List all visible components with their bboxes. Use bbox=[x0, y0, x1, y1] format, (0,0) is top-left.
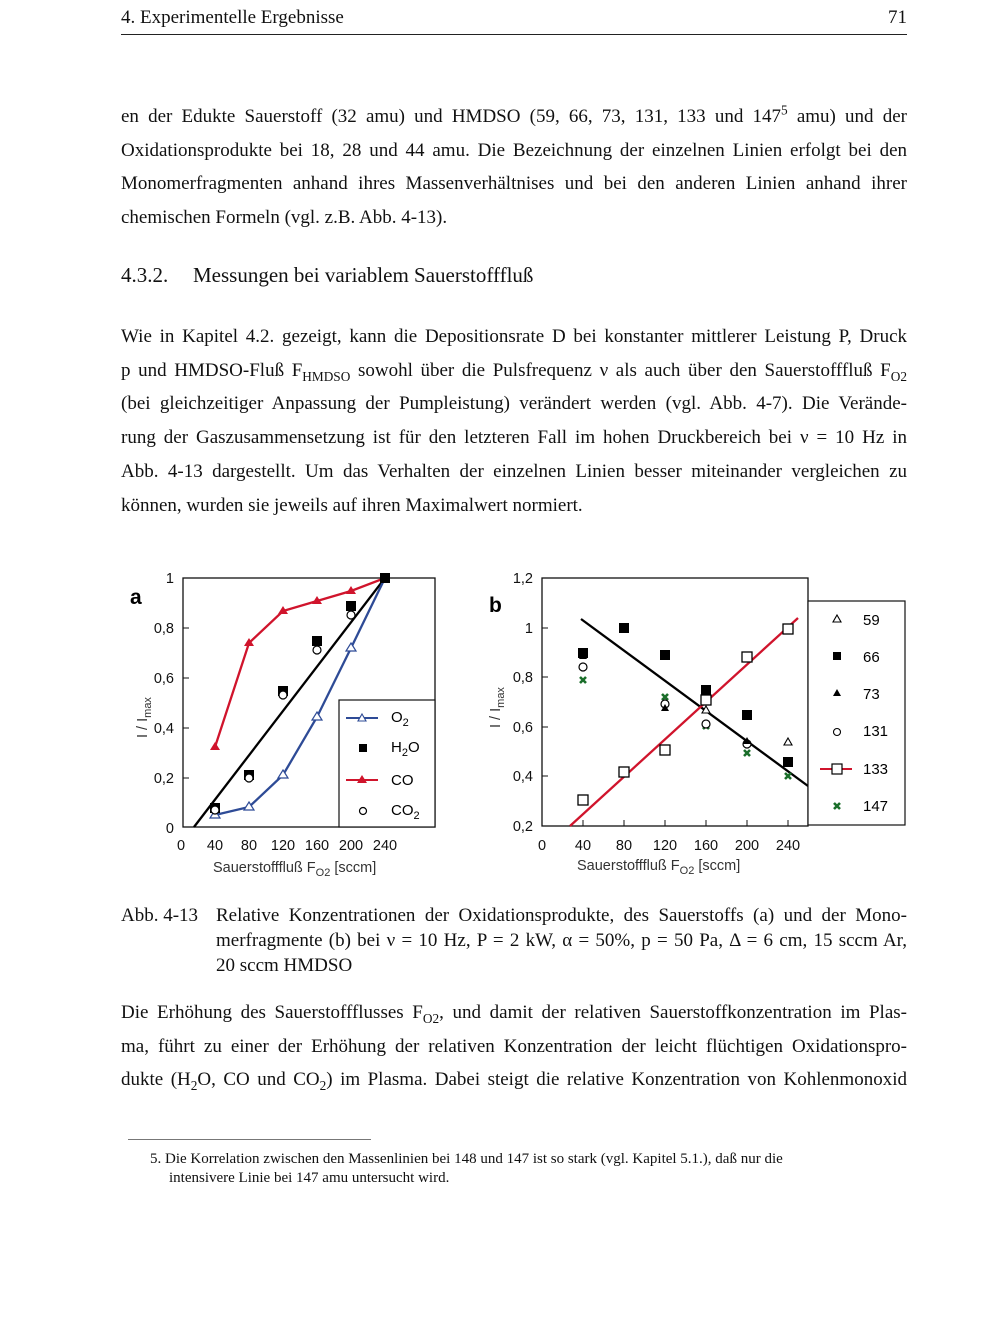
series-co-markers bbox=[210, 586, 356, 750]
svg-text:120: 120 bbox=[652, 838, 678, 854]
text-line: Die Erhöhung des Sauerstoffflusses $F_{O2}$, und damit der relativen Sauerstoffkonzentration im Plas- bbox=[121, 1002, 907, 1026]
legend-a bbox=[339, 700, 435, 827]
caption-label: Abb. 4-13 bbox=[121, 905, 199, 926]
x-axis-label-b: Sauerstofffluß $F_{O2}$ [sccm] bbox=[577, 858, 741, 877]
legend-73-label: 73 bbox=[863, 686, 880, 703]
legend-131-label: 131 bbox=[863, 723, 889, 740]
fit-line-decreasing bbox=[581, 619, 808, 786]
svg-text:200: 200 bbox=[734, 838, 760, 854]
svg-text:40: 40 bbox=[206, 838, 224, 854]
x-ticks-a bbox=[177, 838, 397, 854]
svg-text:0,8: 0,8 bbox=[512, 670, 533, 686]
chart-b bbox=[488, 571, 905, 877]
text-line: (bei gleichzeitiger Anpassung der Pumpleistung) verändert werden (vgl. Abb. 4-7). Die Verände- bbox=[121, 393, 907, 415]
legend-59-label: 59 bbox=[863, 612, 880, 629]
legend-b bbox=[808, 601, 905, 825]
series-147-markers bbox=[580, 677, 791, 779]
y-tick-marks-a bbox=[183, 628, 189, 778]
x-tick-marks-b bbox=[583, 820, 788, 826]
svg-text:0,6: 0,6 bbox=[153, 671, 174, 687]
svg-text:240: 240 bbox=[775, 838, 801, 854]
svg-text:0,2: 0,2 bbox=[153, 771, 174, 787]
svg-text:1,2: 1,2 bbox=[512, 571, 533, 587]
text-line: Monomerfragmenten anhand ihres Massenverhältnises und bei den anderen Linien anhand ihrer bbox=[121, 173, 907, 195]
x-ticks-b bbox=[538, 838, 800, 854]
svg-text:1: 1 bbox=[524, 621, 533, 637]
text-line: en der Edukte Sauerstoff (32 amu) und HMDSO (59, 66, 73, 131, 133 und $147^5$ amu) und der bbox=[121, 102, 907, 127]
series-o2-markers bbox=[210, 643, 356, 818]
svg-text:40: 40 bbox=[574, 838, 592, 854]
text-line: können, wurden sie jeweils auf ihren Maximalwert normiert. bbox=[121, 494, 583, 516]
svg-text:1: 1 bbox=[165, 571, 174, 587]
legend-133-label: 133 bbox=[863, 761, 889, 778]
footnote-marker: 5 bbox=[781, 102, 788, 118]
svg-text:0,6: 0,6 bbox=[512, 720, 533, 736]
legend-co-label: CO bbox=[391, 772, 414, 789]
x-axis-label-a: Sauerstofffluß $F_{O2}$ [sccm] bbox=[213, 860, 377, 879]
text-line: p und HMDSO-Fluß $F_{HMDSO}$ sowohl über die Pulsfrequenz ν als auch über den Sauerstofffluß $F_{O2}$ bbox=[121, 359, 907, 384]
chapter-title: 4. Experimentelle Ergebnisse bbox=[121, 7, 344, 28]
svg-text:0,2: 0,2 bbox=[512, 819, 533, 835]
legend-o2-label: $O_2$ bbox=[391, 709, 409, 729]
legend-66-icon bbox=[833, 652, 841, 660]
legend-co2-label: $CO_2$ bbox=[391, 802, 420, 822]
svg-text:200: 200 bbox=[338, 838, 364, 854]
svg-text:160: 160 bbox=[304, 838, 330, 854]
plot-frame-b bbox=[542, 578, 808, 826]
legend-131-icon bbox=[834, 729, 841, 736]
section-number: 4.3.2. bbox=[121, 263, 169, 287]
footnote-line: 5. Die Korrelation zwischen den Massenlinien bei 148 und 147 ist so stark (vgl. Kapitel 5.1.), daß nur die bbox=[150, 1151, 783, 1167]
caption-text: Relative Konzentrationen der Oxidationsprodukte, des Sauerstoffs (a) und der Mono- merfragmente (b) bei ν = 10 Hz, P = 2 kW, α = 50%, p = 50 Pa, Δ = 6 cm, 15 sccm Ar, 20 sccm HMDSO bbox=[216, 905, 907, 976]
fit-line-133 bbox=[570, 618, 798, 826]
y-axis-label-b: I / $I_{max}$ bbox=[488, 687, 507, 728]
svg-text:80: 80 bbox=[240, 838, 258, 854]
svg-text:0,4: 0,4 bbox=[153, 721, 174, 737]
y-axis-label-a: I / $I_{max}$ bbox=[135, 697, 154, 738]
text-line: Wie in Kapitel 4.2. gezeigt, kann die Depositionsrate D bei konstanter mittlerer Leistung P, Druck bbox=[121, 326, 907, 347]
svg-text:0: 0 bbox=[537, 838, 547, 854]
y-ticks-b bbox=[513, 571, 533, 835]
y-ticks-a bbox=[154, 571, 174, 837]
footnote-divider bbox=[128, 1139, 371, 1140]
text-line: rung der Gaszusammensetzung ist für den letzteren Fall im hohen Druckbereich bei ν = 10 Hz in bbox=[121, 427, 907, 449]
text-line: chemischen Formeln (vgl. z.B. Abb. 4-13). bbox=[121, 207, 448, 229]
page-number: 71 bbox=[888, 7, 907, 28]
svg-text:240: 240 bbox=[372, 838, 398, 854]
y-tick-marks-b bbox=[542, 628, 548, 776]
footnote-line: intensivere Linie bei 147 amu untersucht wird. bbox=[169, 1170, 450, 1186]
series-73-markers bbox=[579, 652, 792, 764]
svg-text:160: 160 bbox=[693, 838, 719, 854]
svg-text:0,8: 0,8 bbox=[153, 621, 174, 637]
text-line: dukte ($H_2O$, CO und $CO_2$) im Plasma. Dabei steigt die relative Konzentration von Kohlenmonoxid bbox=[121, 1069, 907, 1094]
text-line: ma, führt zu einer der Erhöhung der relativen Konzentration der leicht flüchtigen Oxidationspro- bbox=[121, 1035, 907, 1057]
svg-text:120: 120 bbox=[270, 838, 296, 854]
closing-paragraph bbox=[121, 996, 907, 1097]
section-title: Messungen bei variablem Sauerstofffluß bbox=[193, 263, 534, 287]
panel-label-b: b bbox=[489, 594, 502, 617]
svg-text:0,4: 0,4 bbox=[512, 769, 533, 785]
panel-label-a: a bbox=[130, 586, 142, 609]
legend-co2-icon bbox=[360, 808, 367, 815]
chart-a bbox=[130, 571, 435, 879]
legend-h2o-label: $H_2O$ bbox=[391, 739, 420, 759]
legend-66-label: 66 bbox=[863, 649, 880, 666]
text-line: Abb. 4-13 dargestellt. Um das Verhalten der einzelnen Linien besser miteinander vergleichen zu bbox=[121, 460, 907, 482]
svg-text:0: 0 bbox=[165, 821, 174, 837]
svg-text:80: 80 bbox=[615, 838, 633, 854]
legend-h2o-icon bbox=[359, 744, 367, 752]
text-line: Oxidationsprodukte bei 18, 28 und 44 amu. Die Bezeichnung der einzelnen Linien erfolgt bei den bbox=[121, 139, 907, 161]
legend-147-label: 147 bbox=[863, 798, 889, 815]
svg-text:0: 0 bbox=[176, 838, 186, 854]
footnote bbox=[150, 1150, 870, 1188]
legend-133-icon bbox=[832, 764, 842, 774]
